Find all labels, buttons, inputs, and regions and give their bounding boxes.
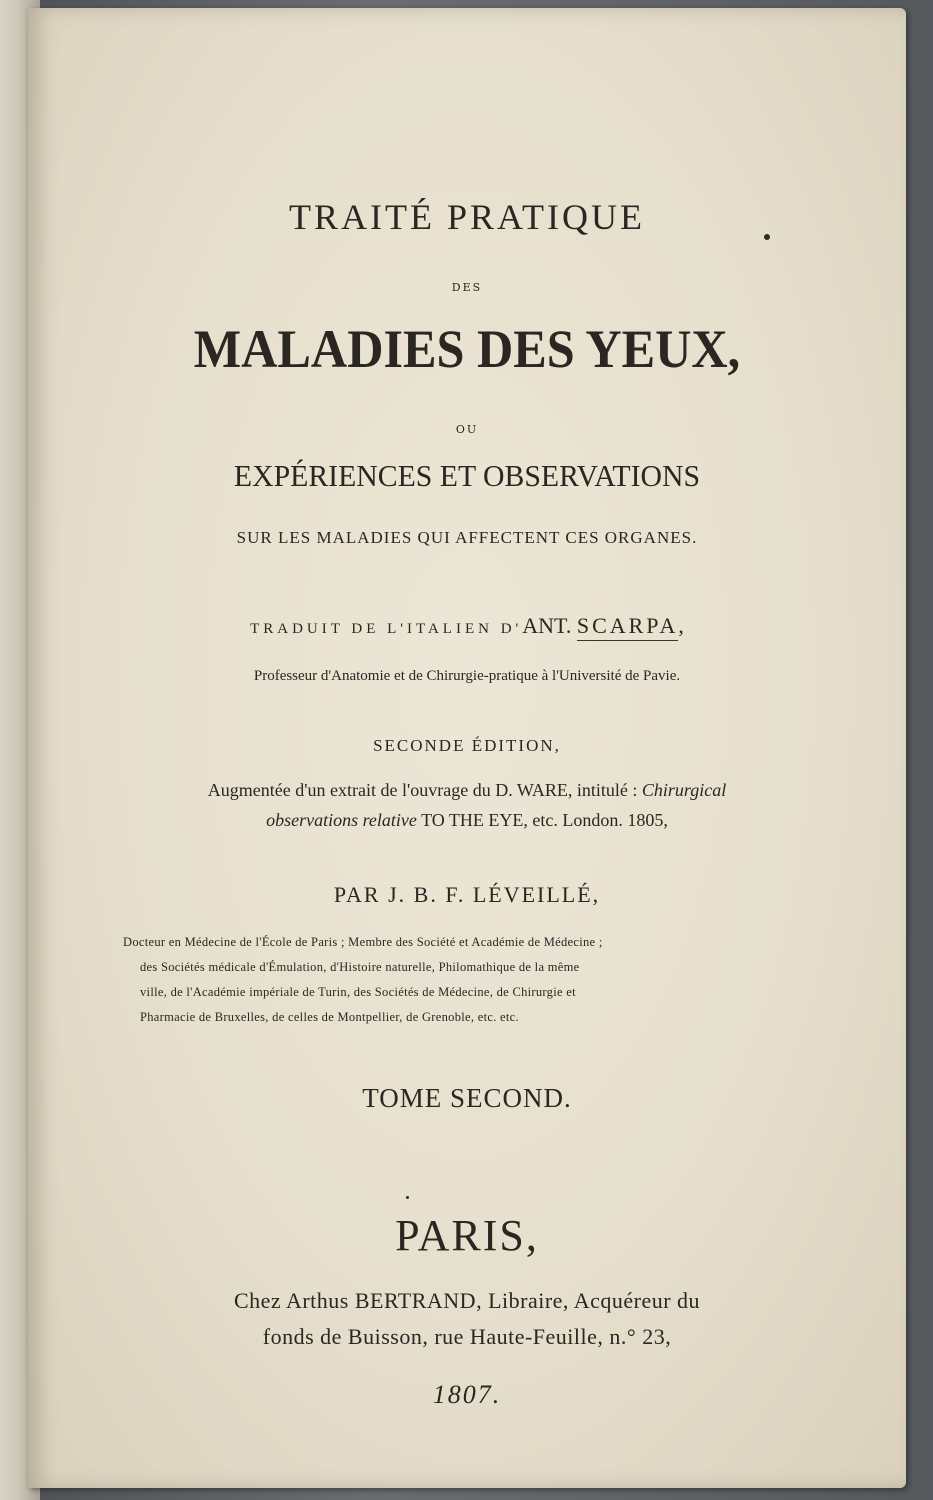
edition-line: SECONDE ÉDITION, (373, 736, 561, 755)
translator-first-name: ANT. (522, 613, 572, 638)
credentials-line-1: Docteur en Médecine de l'École de Paris ; Membre des Société et Académie de Médecine ; (123, 935, 603, 949)
city-line: PARIS, (395, 1211, 539, 1260)
des-label: DES (451, 281, 483, 294)
ink-speck (764, 234, 770, 240)
publisher-line-1: Chez Arthus BERTRAND, Libraire, Acquéreur du (233, 1288, 701, 1313)
credentials-line-4: Pharmacie de Bruxelles, de celles de Montpellier, de Grenoble, etc. etc. (140, 1010, 519, 1024)
augment-line-2-roman: TO THE EYE, etc. London. 1805, (416, 810, 668, 830)
title-page (28, 8, 906, 1488)
augment-line-2-italic: observations relative (266, 810, 417, 830)
augment-line-1-roman: Augmentée d'un extrait de l'ouvrage du D. WARE, intitulé : (207, 780, 642, 800)
translator-line (28, 613, 906, 639)
main-title: MALADIES DES YEUX, (193, 319, 741, 379)
credentials-line-3: ville, de l'Académie impériale de Turin, des Sociétés de Médecine, de Chirurgie et (140, 985, 576, 999)
ou-label: OU (455, 423, 479, 436)
publisher-line-2: fonds de Buisson, rue Haute-Feuille, n.° 23, (262, 1324, 672, 1349)
professor-line: Professeur d'Anatomie et de Chirurgie-pratique à l'Université de Pavie. (253, 668, 681, 684)
tome-line: TOME SECOND. (362, 1083, 572, 1113)
translator-prefix: TRADUIT DE L'ITALIEN D' (250, 621, 523, 637)
title-line-1: TRAITÉ PRATIQUE (289, 197, 645, 237)
ink-speck (406, 1196, 409, 1199)
translator-suffix: , (678, 613, 684, 638)
author-line: PAR J. B. F. LÉVEILLÉ, (333, 882, 601, 907)
augment-line-2 (28, 810, 906, 831)
augment-line-1 (28, 780, 906, 801)
title-line-3: EXPÉRIENCES ET OBSERVATIONS (233, 458, 701, 493)
translator-surname: SCARPA (577, 613, 679, 641)
augment-line-1-italic: Chirurgical (641, 780, 727, 800)
year-line: 1807. (432, 1380, 502, 1409)
subtitle: SUR LES MALADIES QUI AFFECTENT CES ORGANES. (236, 528, 698, 547)
credentials-line-2: des Sociétés médicale d'Émulation, d'Histoire naturelle, Philomathique de la même (140, 960, 580, 974)
